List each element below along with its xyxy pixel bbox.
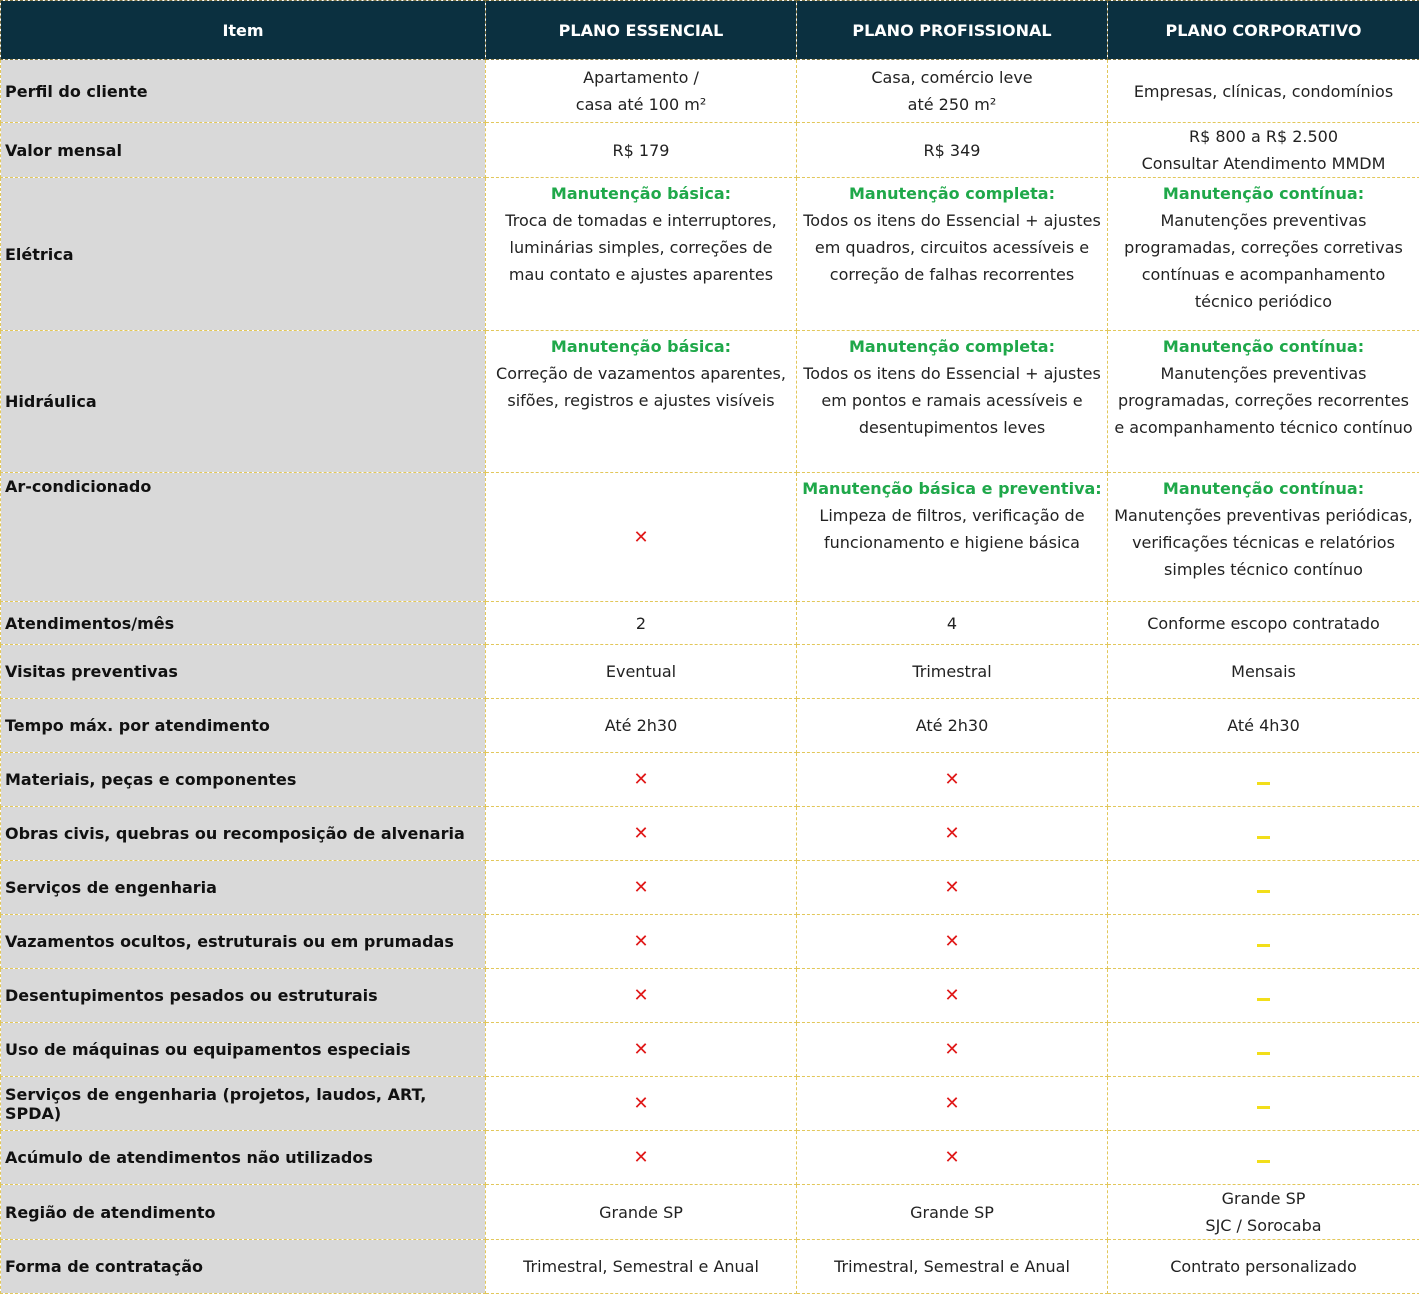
cell: Trimestral bbox=[797, 645, 1108, 699]
cross-icon: ✕ bbox=[633, 1147, 648, 1168]
cell-text: Apartamento / bbox=[490, 64, 792, 91]
dash-icon bbox=[1257, 1160, 1270, 1163]
cell-text: SJC / Sorocaba bbox=[1112, 1212, 1415, 1239]
cross-icon: ✕ bbox=[633, 1093, 648, 1114]
dash-icon bbox=[1257, 836, 1270, 839]
table-row bbox=[1, 123, 1419, 178]
row-label: Valor mensal bbox=[1, 123, 486, 178]
cell bbox=[486, 178, 797, 331]
cell: Até 4h30 bbox=[1108, 699, 1419, 753]
table-row bbox=[1, 645, 1419, 699]
cell bbox=[1108, 1023, 1419, 1077]
cell bbox=[486, 331, 797, 473]
cell bbox=[797, 331, 1108, 473]
row-label: Tempo máx. por atendimento bbox=[1, 699, 486, 753]
cell bbox=[797, 1023, 1108, 1077]
cell: Mensais bbox=[1108, 645, 1419, 699]
cell bbox=[1108, 1185, 1419, 1240]
header-item: Item bbox=[1, 1, 486, 60]
header-plano-corporativo: PLANO CORPORATIVO bbox=[1108, 1, 1419, 60]
row-label: Ar-condicionado bbox=[1, 473, 486, 602]
row-label: Elétrica bbox=[1, 178, 486, 331]
cross-icon: ✕ bbox=[633, 823, 648, 844]
cell-text: Consultar Atendimento MMDM bbox=[1112, 150, 1415, 177]
cell-text: Correção de vazamentos aparentes, sifões, registros e ajustes visíveis bbox=[490, 360, 792, 414]
cell bbox=[1108, 915, 1419, 969]
row-label: Vazamentos ocultos, estruturais ou em prumadas bbox=[1, 915, 486, 969]
cell: Trimestral, Semestral e Anual bbox=[486, 1240, 797, 1294]
dash-icon bbox=[1257, 998, 1270, 1001]
row-label: Acúmulo de atendimentos não utilizados bbox=[1, 1131, 486, 1185]
row-label: Desentupimentos pesados ou estruturais bbox=[1, 969, 486, 1023]
table-row bbox=[1, 915, 1419, 969]
row-label: Atendimentos/mês bbox=[1, 602, 486, 645]
cell bbox=[1108, 473, 1419, 602]
cell-title: Manutenção básica: bbox=[490, 333, 792, 360]
cell: R$ 179 bbox=[486, 123, 797, 178]
cell bbox=[1108, 331, 1419, 473]
cell bbox=[797, 178, 1108, 331]
cell: Eventual bbox=[486, 645, 797, 699]
row-label: Serviços de engenharia bbox=[1, 861, 486, 915]
cross-icon: ✕ bbox=[633, 769, 648, 790]
table-row bbox=[1, 178, 1419, 331]
cross-icon: ✕ bbox=[944, 1093, 959, 1114]
dash-icon bbox=[1257, 944, 1270, 947]
cell bbox=[486, 753, 797, 807]
header-row bbox=[1, 1, 1419, 60]
table-row bbox=[1, 1023, 1419, 1077]
row-label: Forma de contratação bbox=[1, 1240, 486, 1294]
cell-title: Manutenção contínua: bbox=[1112, 333, 1415, 360]
cell-title: Manutenção contínua: bbox=[1112, 180, 1415, 207]
cell-text: até 250 m² bbox=[801, 91, 1103, 118]
cell-text: Todos os itens do Essencial + ajustes em pontos e ramais acessíveis e desentupimentos leves bbox=[801, 360, 1103, 441]
cell-text: Limpeza de filtros, verificação de funcionamento e higiene básica bbox=[801, 502, 1103, 556]
cell bbox=[1108, 178, 1419, 331]
cross-icon: ✕ bbox=[633, 985, 648, 1006]
cell bbox=[1108, 969, 1419, 1023]
row-label: Materiais, peças e componentes bbox=[1, 753, 486, 807]
header-plano-essencial: PLANO ESSENCIAL bbox=[486, 1, 797, 60]
dash-icon bbox=[1257, 890, 1270, 893]
table-row bbox=[1, 699, 1419, 753]
cross-icon: ✕ bbox=[633, 877, 648, 898]
cell bbox=[797, 1077, 1108, 1131]
cross-icon: ✕ bbox=[944, 1147, 959, 1168]
cell bbox=[797, 861, 1108, 915]
row-label: Hidráulica bbox=[1, 331, 486, 473]
cross-icon: ✕ bbox=[633, 527, 648, 548]
cell-text: Grande SP bbox=[1112, 1185, 1415, 1212]
table-row bbox=[1, 602, 1419, 645]
cell-text: Todos os itens do Essencial + ajustes em quadros, circuitos acessíveis e correção de falhas recorrentes bbox=[801, 207, 1103, 288]
cell: Conforme escopo contratado bbox=[1108, 602, 1419, 645]
row-label: Visitas preventivas bbox=[1, 645, 486, 699]
cell bbox=[1108, 1131, 1419, 1185]
table-row bbox=[1, 1131, 1419, 1185]
table-row bbox=[1, 969, 1419, 1023]
cross-icon: ✕ bbox=[633, 1039, 648, 1060]
cell: Empresas, clínicas, condomínios bbox=[1108, 60, 1419, 123]
cell-title: Manutenção contínua: bbox=[1112, 475, 1415, 502]
table-row bbox=[1, 807, 1419, 861]
cell-text: Manutenções preventivas periódicas, verificações técnicas e relatórios simples técnico contínuo bbox=[1112, 502, 1415, 583]
cell: Trimestral, Semestral e Anual bbox=[797, 1240, 1108, 1294]
row-label: Obras civis, quebras ou recomposição de alvenaria bbox=[1, 807, 486, 861]
cross-icon: ✕ bbox=[944, 985, 959, 1006]
cell bbox=[797, 753, 1108, 807]
cell-text: Manutenções preventivas programadas, correções recorrentes e acompanhamento técnico contínuo bbox=[1112, 360, 1415, 441]
table-row bbox=[1, 753, 1419, 807]
cell bbox=[1108, 807, 1419, 861]
dash-icon bbox=[1257, 782, 1270, 785]
cell bbox=[797, 473, 1108, 602]
table-row bbox=[1, 60, 1419, 123]
cell bbox=[486, 1131, 797, 1185]
row-label: Perfil do cliente bbox=[1, 60, 486, 123]
cell-title: Manutenção completa: bbox=[801, 180, 1103, 207]
cell-text: Manutenções preventivas programadas, correções corretivas contínuas e acompanhamento técnico periódico bbox=[1112, 207, 1415, 315]
cell-text: Casa, comércio leve bbox=[801, 64, 1103, 91]
cell: Até 2h30 bbox=[797, 699, 1108, 753]
row-label: Uso de máquinas ou equipamentos especiais bbox=[1, 1023, 486, 1077]
cell bbox=[486, 60, 797, 123]
cross-icon: ✕ bbox=[944, 823, 959, 844]
cell bbox=[797, 1131, 1108, 1185]
cell bbox=[486, 1077, 797, 1131]
cross-icon: ✕ bbox=[944, 769, 959, 790]
dash-icon bbox=[1257, 1052, 1270, 1055]
cell: 4 bbox=[797, 602, 1108, 645]
cell bbox=[486, 807, 797, 861]
cell-title: Manutenção completa: bbox=[801, 333, 1103, 360]
cell: Até 2h30 bbox=[486, 699, 797, 753]
cell bbox=[1108, 123, 1419, 178]
cell: Contrato personalizado bbox=[1108, 1240, 1419, 1294]
row-label: Região de atendimento bbox=[1, 1185, 486, 1240]
cell bbox=[486, 861, 797, 915]
table-row bbox=[1, 1077, 1419, 1131]
cell: 2 bbox=[486, 602, 797, 645]
cross-icon: ✕ bbox=[944, 877, 959, 898]
cell bbox=[1108, 1077, 1419, 1131]
cell bbox=[1108, 861, 1419, 915]
table-row bbox=[1, 861, 1419, 915]
cross-icon: ✕ bbox=[944, 1039, 959, 1060]
cell bbox=[797, 915, 1108, 969]
cell bbox=[797, 60, 1108, 123]
cell bbox=[797, 807, 1108, 861]
table-row bbox=[1, 473, 1419, 602]
cell: Grande SP bbox=[797, 1185, 1108, 1240]
table-row bbox=[1, 1240, 1419, 1294]
cell: R$ 349 bbox=[797, 123, 1108, 178]
cell bbox=[797, 969, 1108, 1023]
cell-title: Manutenção básica e preventiva: bbox=[801, 475, 1103, 502]
table-row bbox=[1, 331, 1419, 473]
cell-title: Manutenção básica: bbox=[490, 180, 792, 207]
cell-text: Troca de tomadas e interruptores, luminárias simples, correções de mau contato e ajustes aparentes bbox=[490, 207, 792, 288]
cell bbox=[1108, 753, 1419, 807]
cross-icon: ✕ bbox=[944, 931, 959, 952]
row-label: Serviços de engenharia (projetos, laudos, ART, SPDA) bbox=[1, 1077, 486, 1131]
cell: Grande SP bbox=[486, 1185, 797, 1240]
cell bbox=[486, 473, 797, 602]
table-row bbox=[1, 1185, 1419, 1240]
header-plano-profissional: PLANO PROFISSIONAL bbox=[797, 1, 1108, 60]
cell bbox=[486, 969, 797, 1023]
cross-icon: ✕ bbox=[633, 931, 648, 952]
cell bbox=[486, 1023, 797, 1077]
cell bbox=[486, 915, 797, 969]
cell-text: casa até 100 m² bbox=[490, 91, 792, 118]
dash-icon bbox=[1257, 1106, 1270, 1109]
cell-text: R$ 800 a R$ 2.500 bbox=[1112, 123, 1415, 150]
